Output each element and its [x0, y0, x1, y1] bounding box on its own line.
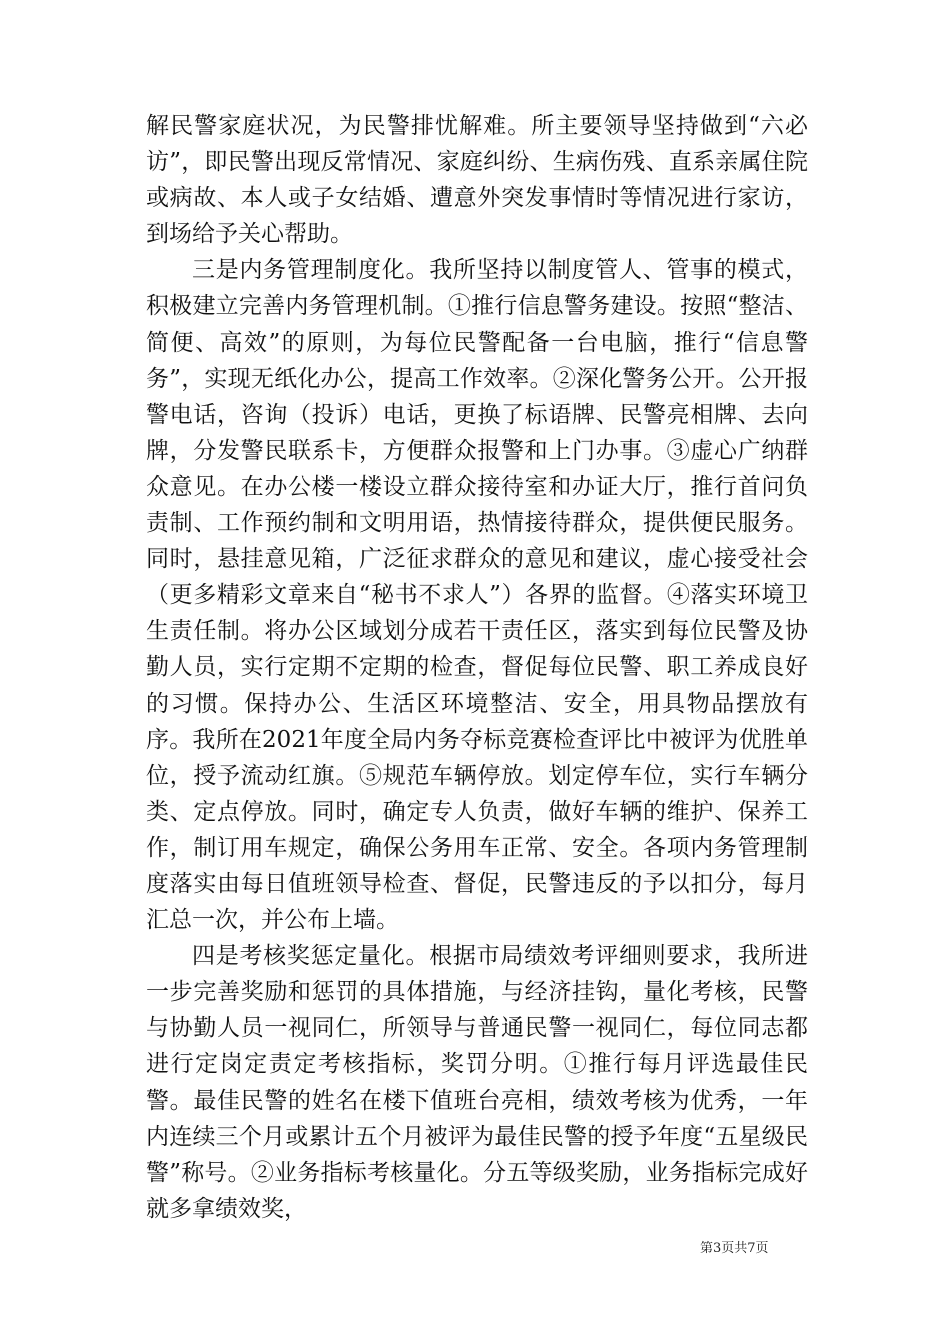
paragraph-family-visits: 解民警家庭状况，为民警排忧解难。所主要领导坚持做到“六必访”，即民警出现反常情况、家庭纠纷、生病伤残、直系亲属住院或病故、本人或子女结婚、遭意外突发事情时等情况进行家访，到场给予关心帮助。	[146, 113, 808, 248]
paragraph-assessment-rewards: 四是考核奖惩定量化。根据市局绩效考评细则要求，我所进一步完善奖励和惩罚的具体措施，与经济挂钩，量化考核，民警与协勤人员一视同仁，所领导与普通民警一视同仁，每位同志都进行定岗定责定考核指标，奖罚分明。①推行每月评选最佳民警。最佳民警的姓名在楼下值班台亮相，绩效考核为优秀，一年内连续三个月或累计五个月被评为最佳民警的授予年度“五星级民警”称号。②业务指标考核量化。分五等级奖励，业务指标完成好就多拿绩效奖，	[146, 943, 808, 1222]
page-number-footer: 第3页共7页	[700, 1241, 769, 1256]
document-page	[146, 108, 808, 1227]
paragraph-internal-management: 三是内务管理制度化。我所坚持以制度管人、管事的模式，积极建立完善内务管理机制。①推行信息警务建设。按照“整洁、简便、高效”的原则，为每位民警配备一台电脑，推行“信息警务”，实现无纸化办公，提高工作效率。②深化警务公开。公开报警电话，咨询（投诉）电话，更换了标语牌、民警亮相牌、去向牌，分发警民联系卡，方便群众报警和上门办事。③虚心广纳群众意见。在办公楼一楼设立群众接待室和办证大厅，推行首问负责制、工作预约制和文明用语，热情接待群众，提供便民服务。同时，悬挂意见箱，广泛征求群众的意见和建议，虚心接受社会（更多精彩文章来自“秘书不求人”）各界的监督。④落实环境卫生责任制。将办公区域划分成若干责任区，落实到每位民警及协勤人员，实行定期不定期的检查，督促每位民警、职工养成良好的习惯。保持办公、生活区环境整洁、安全，用具物品摆放有序。我所在2021年度全局内务夺标竞赛检查评比中被评为优胜单位，授予流动红旗。⑤规范车辆停放。划定停车位，实行车辆分类、定点停放。同时，确定专人负责，做好车辆的维护、保养工作，制订用车规定，确保公务用车正常、安全。各项内务管理制度落实由每日值班领导检查、督促，民警违反的予以扣分，每月汇总一次，并公布上墙。	[146, 257, 808, 934]
